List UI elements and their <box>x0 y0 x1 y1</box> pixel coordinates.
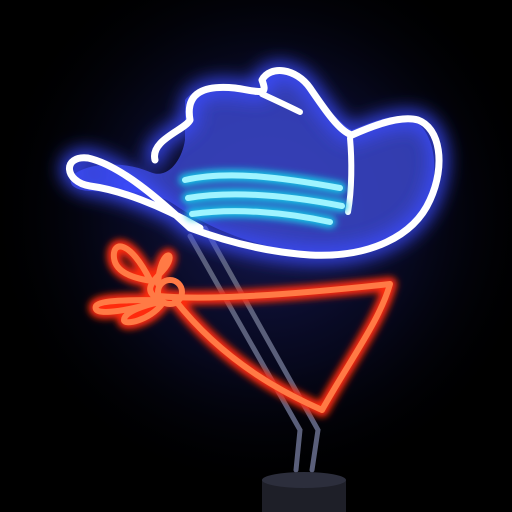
hatband <box>185 175 342 222</box>
sign-base <box>262 472 346 512</box>
